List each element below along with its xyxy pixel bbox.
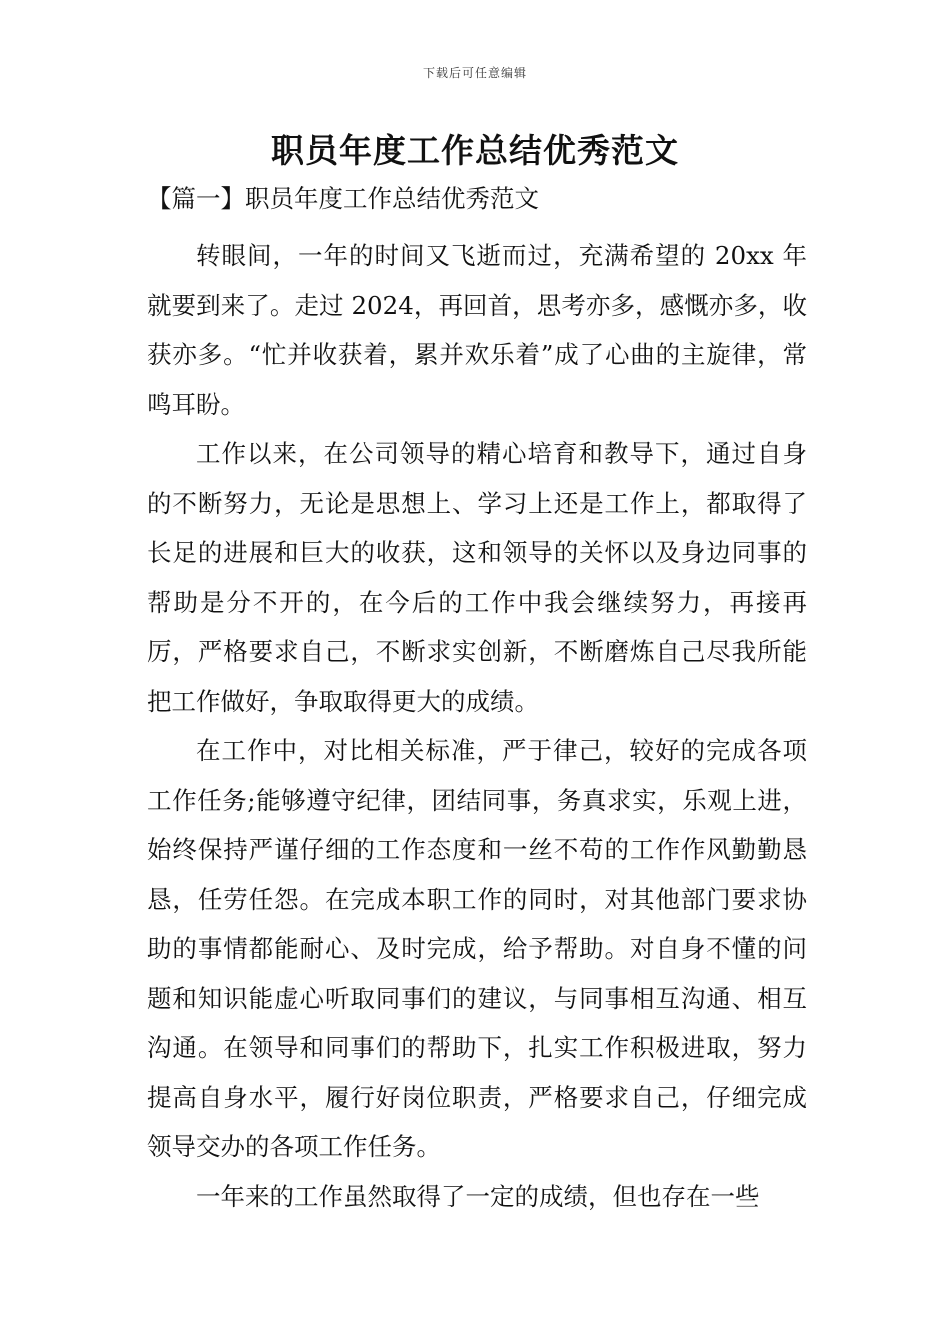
paragraph-3: 在工作中，对比相关标准，严于律己，较好的完成各项工作任务;能够遵守纪律，团结同事，务真求实，乐观上进，始终保持严谨仔细的工作态度和一丝不苟的工作作风勤勤恳恳，任劳任怨。在完成本职工作的同时，对其他部门要求协助的事情都能耐心、及时完成，给予帮助。对自身不懂的问题和知识能虚心听取同事们的建议，与同事相互沟通、相互沟通。在领导和同事们的帮助下，扎实工作积极进取，努力提高自身水平，履行好岗位职责，严格要求自己，仔细完成领导交办的各项工作任务。	[147, 736, 807, 1161]
document-body	[147, 180, 807, 1221]
paragraph-4: 一年来的工作虽然取得了一定的成绩，但也存在一些	[196, 1181, 760, 1211]
paragraph-2: 工作以来，在公司领导的精心培育和教导下，通过自身的不断努力，无论是思想上、学习上还是工作上，都取得了长足的进展和巨大的收获，这和领导的关怀以及身边同事的帮助是分不开的，在今后的工作中我会继续努力，再接再厉，严格要求自己，不断求实创新，不断磨炼自己尽我所能把工作做好，争取取得更大的成绩。	[147, 439, 807, 716]
document-title: 职员年度工作总结优秀范文	[271, 131, 679, 170]
section-heading: 【篇一】职员年度工作总结优秀范文	[147, 184, 539, 213]
paragraph-1: 转眼间，一年的时间又飞逝而过，充满希望的 20xx 年就要到来了。走过 2024，再回首，思考亦多，感慨亦多，收获亦多。“忙并收获着，累并欢乐着”成了心曲的主旋律，常鸣耳盼。	[147, 241, 807, 419]
page-header: 下载后可任意编辑	[422, 66, 527, 80]
